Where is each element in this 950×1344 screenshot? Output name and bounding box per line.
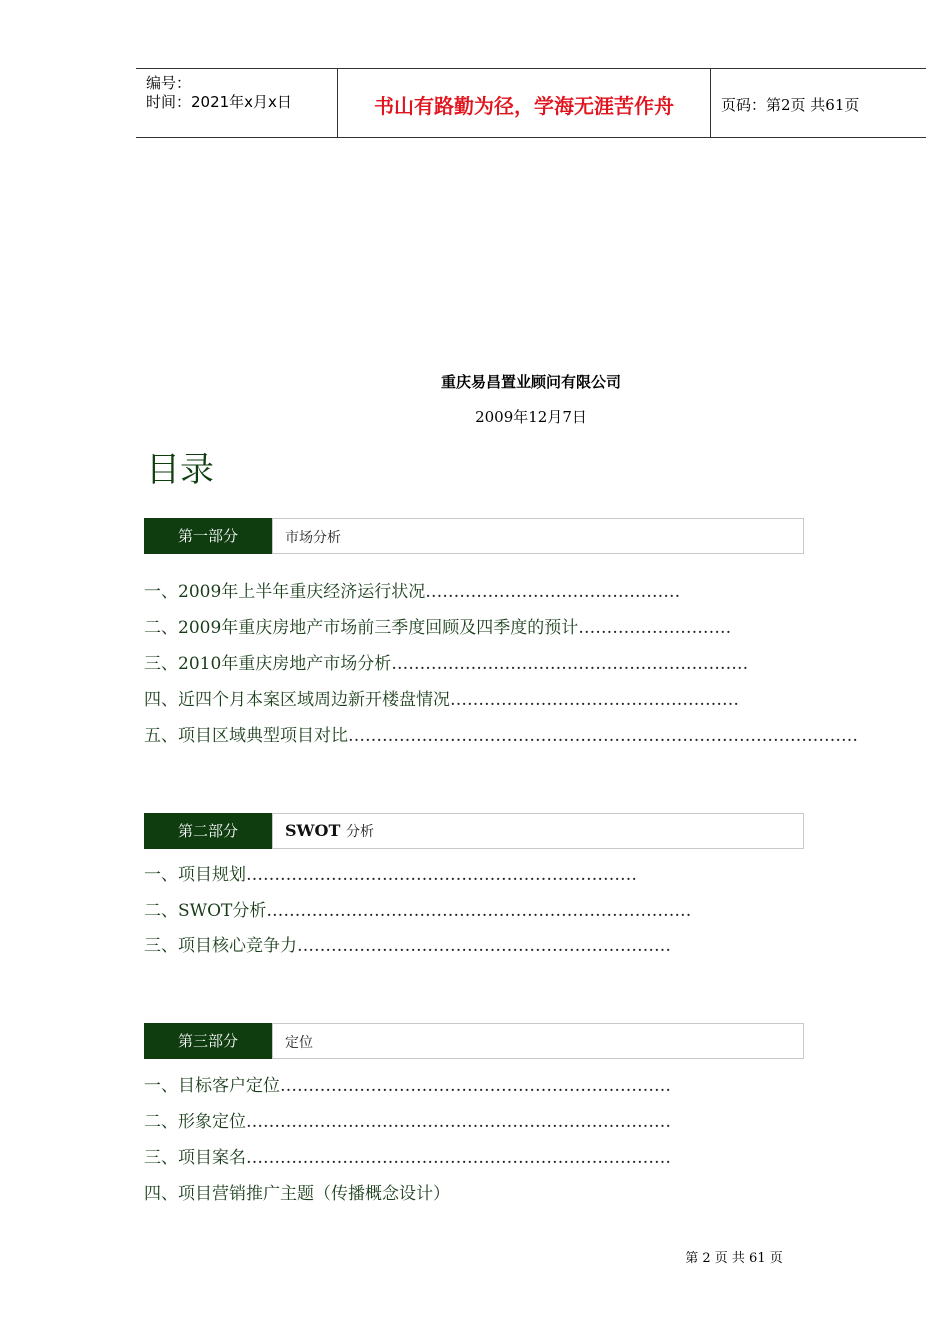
section-name: 市场分析 [285,530,341,546]
toc-item[interactable] [144,1143,671,1168]
section-header-3 [144,1023,804,1059]
toc-item-leader: …………………………………………………………… [246,865,637,885]
toc-item-text: 二、SWOT分析 [144,901,267,921]
section-name-bold: SWOT [285,821,341,840]
toc-item[interactable] [144,721,858,746]
toc-item-leader: ………………………………………………………… [297,936,671,956]
toc-item-text: 三、项目核心竞争力 [144,936,297,956]
toc-item[interactable] [144,613,731,638]
toc-item-text: 二、2009年重庆房地产市场前三季度回顾及四季度的预计 [144,618,579,638]
section-tag: 第三部分 [144,1023,272,1059]
toc-item-leader: ……………………………………………………… [391,654,749,674]
section-name: 定位 [285,1035,313,1051]
toc-item-leader: ……………………………………… [425,582,681,602]
toc-item-leader: ……………………… [578,618,732,638]
toc-item-text: 四、近四个月本案区域周边新开楼盘情况 [144,690,450,710]
section-header-1 [144,518,804,554]
document-header [136,68,926,138]
toc-item-leader: …………………………………………………………… [280,1076,671,1096]
toc-item[interactable] [144,577,680,602]
toc-item[interactable] [144,896,691,921]
toc-item-text: 五、项目区域典型项目对比 [144,726,348,746]
section-header-2 [144,813,804,849]
toc-item[interactable] [144,685,739,710]
number-label: 编号： [146,74,192,92]
toc-item-text: 一、2009年上半年重庆经济运行状况 [144,582,426,602]
company-name: 重庆易昌置业顾问有限公司 [440,373,621,391]
toc-item[interactable] [144,1107,671,1132]
toc-item-text: 三、2010年重庆房地产市场分析 [144,654,392,674]
toc-item-text: 一、目标客户定位 [144,1076,280,1096]
toc-item[interactable] [144,1179,450,1204]
toc-item[interactable] [144,649,748,674]
toc-item-text: 二、形象定位 [144,1112,246,1132]
toc-item-text: 四、项目营销推广主题（传播概念设计） [144,1184,450,1204]
toc-title: 目录 [146,450,214,490]
toc-item-leader: ………………………………………………………………… [266,901,692,921]
toc-item[interactable] [144,931,671,956]
toc-item-leader: ……………………………………………………………………………… [348,726,858,746]
toc-item[interactable] [144,1071,671,1096]
header-meta-cell [136,69,338,137]
section-tag: 第一部分 [144,518,272,554]
header-motto-cell [338,69,711,137]
toc-item[interactable] [144,860,637,885]
toc-item-text: 一、项目规划 [144,865,246,885]
section-name [285,821,374,841]
section-name-rest: 分析 [345,824,374,840]
report-date: 2009年12月7日 [475,408,587,426]
toc-item-leader: ………………………………………………………………… [246,1112,671,1132]
section-name-box [272,1023,804,1059]
toc-item-text: 三、项目案名 [144,1148,246,1168]
section-tag: 第二部分 [144,813,272,849]
header-page-cell [711,69,926,137]
section-name-box [272,813,804,849]
motto: 书山有路勤为径，学海无涯苦作舟 [374,94,674,118]
section-name-box [272,518,804,554]
toc-item-leader: ………………………………………………………………… [246,1148,671,1168]
toc-item-leader: …………………………………………… [450,690,739,710]
page-label: 页码：第2页 共61页 [721,96,860,114]
time-label: 时间：2021年x月x日 [146,93,292,111]
page-footer: 第 2 页 共 61 页 [685,1251,783,1266]
